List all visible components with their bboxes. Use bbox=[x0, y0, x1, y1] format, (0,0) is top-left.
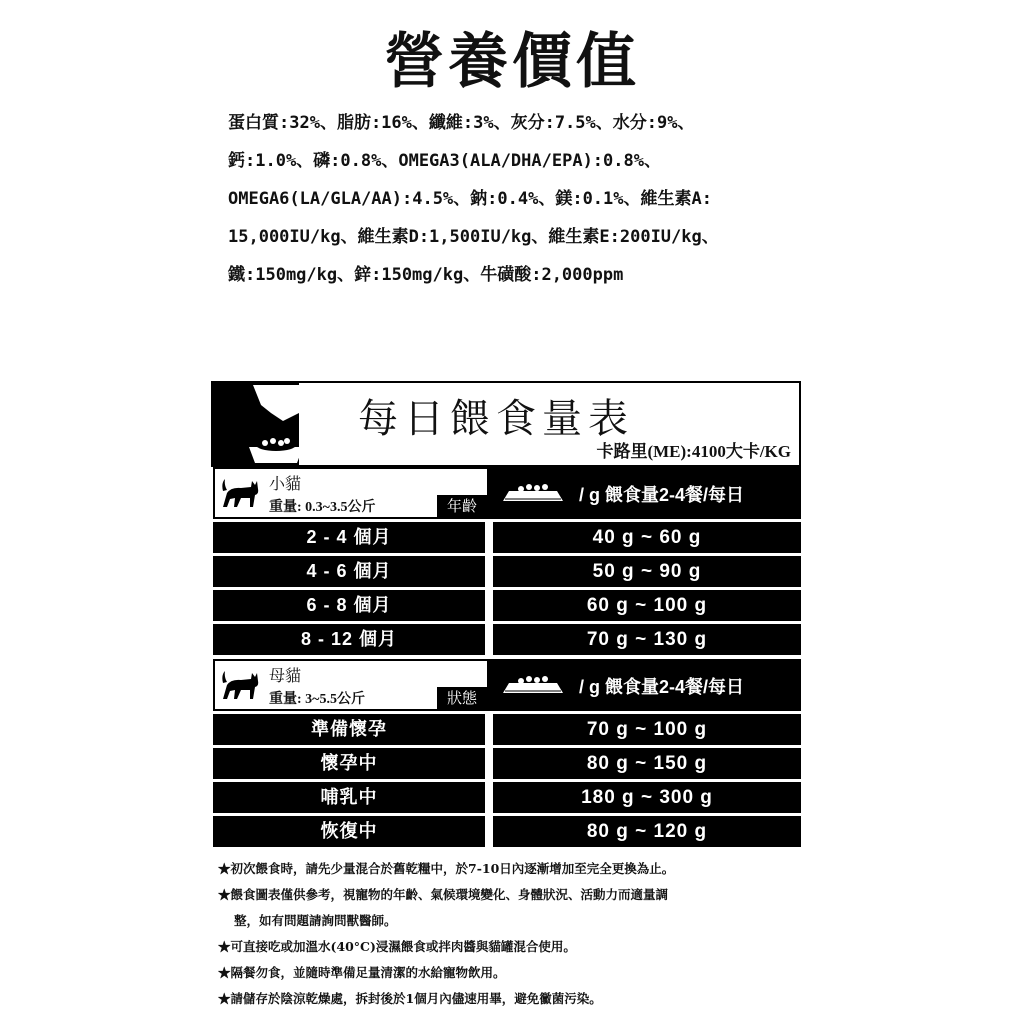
age-cell: 2 - 4 個月 bbox=[213, 522, 485, 553]
nutrition-line: 鈣:1.0%、磷:0.8%、OMEGA3(ALA/DHA/EPA):0.8%、 bbox=[228, 151, 661, 171]
age-cell: 8 - 12 個月 bbox=[213, 624, 485, 655]
status-cell: 準備懷孕 bbox=[213, 714, 485, 745]
amount-cell: 180 g ~ 300 g bbox=[493, 782, 801, 813]
status-cell: 哺乳中 bbox=[213, 782, 485, 813]
table-row bbox=[213, 815, 801, 849]
mother-section-header bbox=[211, 659, 801, 711]
calorie-info: 卡路里(ME):4100大卡/KG bbox=[596, 442, 791, 461]
status-column-label: 狀態 bbox=[437, 687, 487, 709]
status-cell: 恢復中 bbox=[213, 816, 485, 847]
feeding-table-title: 每日餵食量表 bbox=[358, 396, 634, 442]
kitten-section-header bbox=[211, 467, 801, 519]
page-title: 營養價值 bbox=[384, 27, 640, 97]
amount-column-label: / g 餵食量2-4餐/每日 bbox=[579, 677, 745, 697]
table-row bbox=[213, 623, 801, 657]
status-cell: 懷孕中 bbox=[213, 748, 485, 779]
note-item: ★可直接吃或加溫水(40°C)浸濕餵食或拌肉醬與貓罐混合使用。 bbox=[218, 939, 576, 954]
cat-icon bbox=[221, 669, 261, 701]
cat-eating-illustration bbox=[213, 383, 299, 465]
table-row bbox=[213, 781, 801, 815]
amount-cell: 70 g ~ 130 g bbox=[493, 624, 801, 655]
table-row bbox=[213, 555, 801, 589]
nutrition-facts bbox=[228, 104, 828, 294]
kitten-label: 小貓 bbox=[269, 474, 302, 493]
kitten-info bbox=[213, 467, 489, 519]
age-cell: 4 - 6 個月 bbox=[213, 556, 485, 587]
amount-cell: 70 g ~ 100 g bbox=[493, 714, 801, 745]
feeding-notes bbox=[218, 856, 808, 1012]
nutrition-line: 15,000IU/kg、維生素D:1,500IU/kg、維生素E:200IU/kg、 bbox=[228, 227, 719, 247]
note-item: ★初次餵食時，請先少量混合於舊乾糧中，於7-10日內逐漸增加至完全更換為止。 bbox=[218, 861, 675, 876]
kitten-icon bbox=[221, 477, 261, 509]
amount-cell: 80 g ~ 150 g bbox=[493, 748, 801, 779]
nutrition-line: 鐵:150mg/kg、鋅:150mg/kg、牛磺酸:2,000ppm bbox=[228, 265, 624, 285]
note-item: 整，如有問題請詢問獸醫師。 bbox=[234, 913, 397, 928]
table-row bbox=[213, 589, 801, 623]
amount-cell: 80 g ~ 120 g bbox=[493, 816, 801, 847]
mother-label: 母貓 bbox=[269, 666, 302, 685]
amount-cell: 40 g ~ 60 g bbox=[493, 522, 801, 553]
table-row bbox=[213, 521, 801, 555]
kitten-amount-header bbox=[489, 467, 801, 519]
kitten-weight: 重量: 0.3~3.5公斤 bbox=[269, 500, 376, 515]
nutrition-line: OMEGA6(LA/GLA/AA):4.5%、鈉:0.4%、鎂:0.1%、維生素A: bbox=[228, 189, 712, 209]
food-bowl-icon bbox=[501, 481, 565, 503]
mother-info bbox=[213, 659, 489, 711]
feeding-table bbox=[211, 381, 801, 849]
amount-column-label: / g 餵食量2-4餐/每日 bbox=[579, 485, 745, 505]
note-item: ★隔餐勿食，並隨時準備足量清潔的水給寵物飲用。 bbox=[218, 965, 506, 980]
age-cell: 6 - 8 個月 bbox=[213, 590, 485, 621]
mother-rows bbox=[213, 713, 801, 849]
note-item: ★請儲存於陰涼乾燥處，拆封後於1個月內儘速用畢，避免黴菌污染。 bbox=[218, 991, 602, 1006]
table-row bbox=[213, 713, 801, 747]
table-row bbox=[213, 747, 801, 781]
note-item: ★餵食圖表僅供參考，視寵物的年齡、氣候環境變化、身體狀況、活動力而適量調 bbox=[218, 887, 669, 902]
food-bowl-icon bbox=[501, 673, 565, 695]
mother-weight: 重量: 3~5.5公斤 bbox=[269, 692, 365, 707]
amount-cell: 50 g ~ 90 g bbox=[493, 556, 801, 587]
age-column-label: 年齡 bbox=[437, 495, 487, 517]
amount-cell: 60 g ~ 100 g bbox=[493, 590, 801, 621]
feeding-table-header bbox=[211, 381, 801, 467]
mother-amount-header bbox=[489, 659, 801, 711]
kitten-rows bbox=[213, 521, 801, 657]
nutrition-line: 蛋白質:32%、脂肪:16%、纖維:3%、灰分:7.5%、水分:9%、 bbox=[228, 113, 695, 133]
